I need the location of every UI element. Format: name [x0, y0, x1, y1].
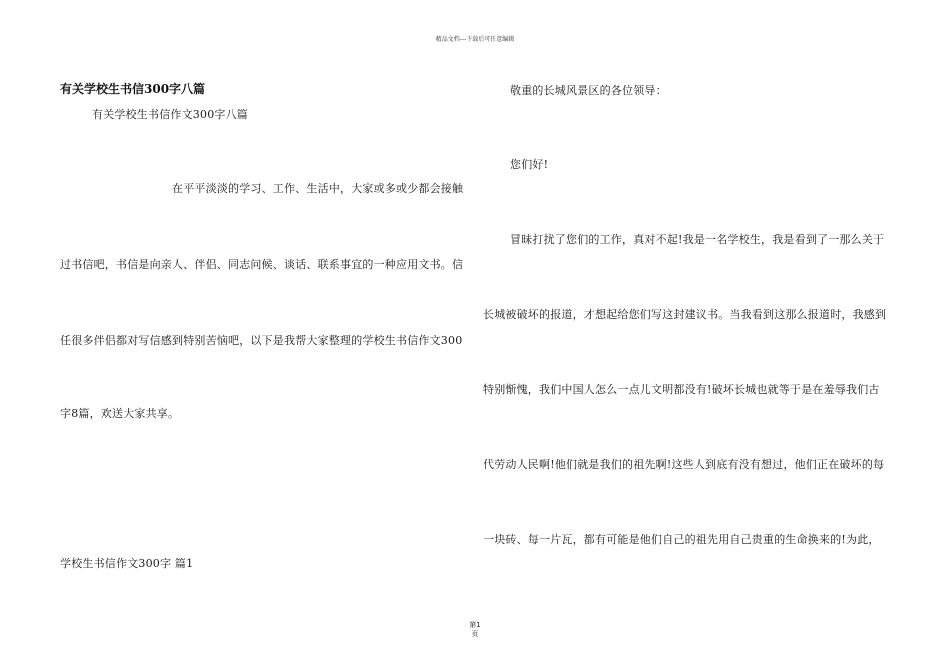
section-heading: 学校生书信作文300字 篇1 — [60, 557, 194, 570]
document-subtitle: 有关学校生书信作文300字八篇 — [92, 108, 248, 121]
right-paragraph-line-5: 一块砖、每一片瓦，都有可能是他们自己的祖先用自己贵重的生命换来的!为此， — [483, 533, 880, 546]
left-paragraph-line-3: 任很多伴侣都对写信感到特别苦恼吧，以下是我帮大家整理的学校生书信作文300 — [60, 334, 463, 347]
left-paragraph-line-2: 过书信吧，书信是向亲人、伴侣、同志问候、谈话、联系事宜的一种应用文书。信 — [60, 258, 464, 271]
page-number-line-1: 第1 — [469, 621, 481, 629]
left-paragraph-line-4: 字8篇，欢送大家共享。 — [60, 407, 180, 420]
right-paragraph-line-2: 长城被破坏的报道，才想起给您们写这封建议书。当我看到这那么报道时，我感到 — [483, 308, 887, 321]
page-number-line-2: 页 — [471, 630, 479, 638]
document-title: 有关学校生书信300字八篇 — [60, 82, 206, 96]
right-paragraph-line-4: 代劳动人民啊!他们就是我们的祖先啊!这些人到底有没有想过，他们正在破坏的每 — [483, 458, 885, 471]
right-paragraph-line-1: 冒昧打扰了您们的工作，真对不起!我是一名学校生，我是看到了一那么关于 — [510, 233, 885, 246]
letter-greeting: 您们好! — [510, 158, 549, 171]
page-header: 精品文档---下载后可任意编辑 — [435, 36, 515, 43]
letter-salutation: 敬重的长城风景区的各位领导： — [510, 84, 667, 97]
left-paragraph-line-1: 在平平淡淡的学习、工作、生活中，大家或多或少都会接触 — [172, 182, 464, 195]
right-paragraph-line-3: 特别惭愧，我们中国人怎么一点儿文明都没有!破坏长城也就等于是在羞辱我们古 — [483, 383, 880, 396]
